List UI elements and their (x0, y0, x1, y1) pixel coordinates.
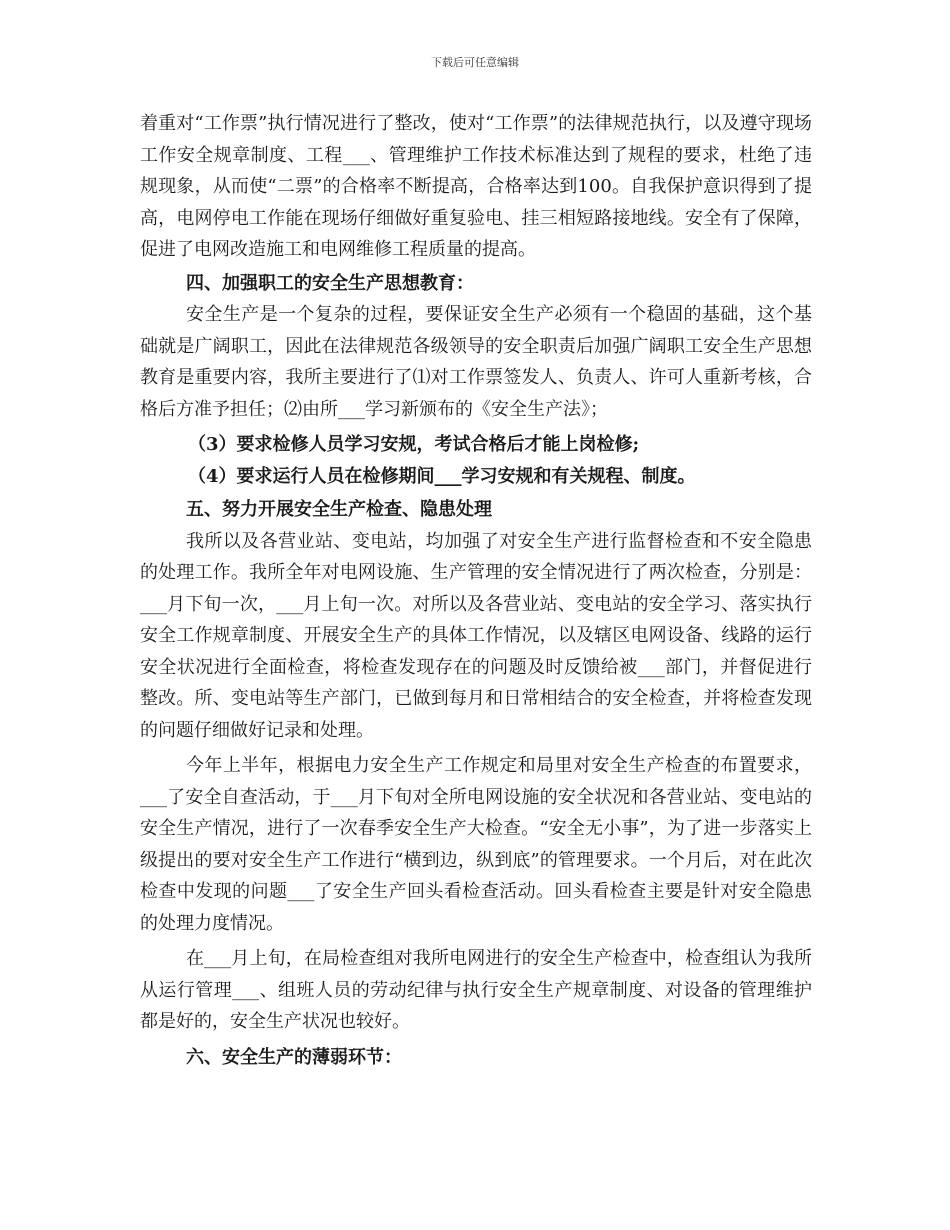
section-heading-6: 六、安全生产的薄弱环节： (186, 1046, 402, 1068)
paragraph-first-half-year: 今年上半年，根据电力安全生产工作规定和局里对安全生产检查的布置要求，___了安全自查活动，于___月下旬对全所电网设施的安全状况和各营业站、变电站的安全生产情况，进行了一次春季安全生产大检查。“安全无小事”，为了进一步落实上级提出的要对安全生产工作进行“横到边，纵到底”的管理要求。一个月后，对在此次检查中发现的问题___了安全生产回头看检查活动。回头看检查主要是针对安全隐患的处理力度情况。 (140, 755, 812, 934)
section-heading-5: 五、努力开展安全生产检查、隐患处理 (186, 499, 492, 520)
paragraph-inspection: 我所以及各营业站、变电站，均加强了对安全生产进行监督检查和不安全隐患的处理工作。我所全年对电网设施、生产管理的安全情况进行了两次检查，分别是：___月下旬一次，___月上旬一次。对所以及各营业站、变电站的安全学习、落实执行安全工作规章制度、开展安全生产的具体工作情况，以及辖区电网设备、线路的运行安全状况进行全面检查，将检查发现存在的问题及时反馈给被___部门，并督促进行整改。所、变电站等生产部门，已做到每月和日常相结合的安全检查，并将检查发现的问题仔细做好记录和处理。 (140, 530, 812, 741)
paragraph-bureau-inspection: 在___月上旬，在局检查组对我所电网进行的安全生产检查中，检查组认为我所从运行管理___、组班人员的劳动纪律与执行安全生产规章制度、对设备的管理维护都是好的，安全生产状况也较好。 (140, 948, 812, 1032)
paragraph-work-ticket: 着重对“工作票”执行情况进行了整改，使对“工作票”的法律规范执行，以及遵守现场工作安全规章制度、工程___、管理维护工作技术标准达到了规程的要求，杜绝了违规现象，从而使“二票”的合格率不断提高，合格率达到100。自我保护意识得到了提高，电网停电工作能在现场仔细做好重复验电、挂三相短路接地线。安全有了保障，促进了电网改造施工和电网维修工程质量的提高。 (140, 113, 812, 260)
list-item-3: （3）要求检修人员学习安规，考试合格后才能上岗检修; (188, 434, 640, 455)
document-body (140, 108, 812, 1073)
paragraph-safety-education: 安全生产是一个复杂的过程，要保证安全生产必须有一个稳固的基础，这个基础就是广阔职工，因此在法律规范各级领导的安全职责后加强广阔职工安全生产思想教育是重要内容，我所主要进行了⑴对工作票签发人、负责人、许可人重新考核，合格后方准予担任；⑵由所___学习新颁布的《安全生产法》； (140, 304, 812, 420)
list-item-4: （4）要求运行人员在检修期间___学习安规和有关规程、制度。 (188, 465, 696, 487)
section-heading-4: 四、加强职工的安全生产思想教育： (186, 272, 474, 294)
page-header: 下载后可任意编辑 (431, 56, 519, 69)
